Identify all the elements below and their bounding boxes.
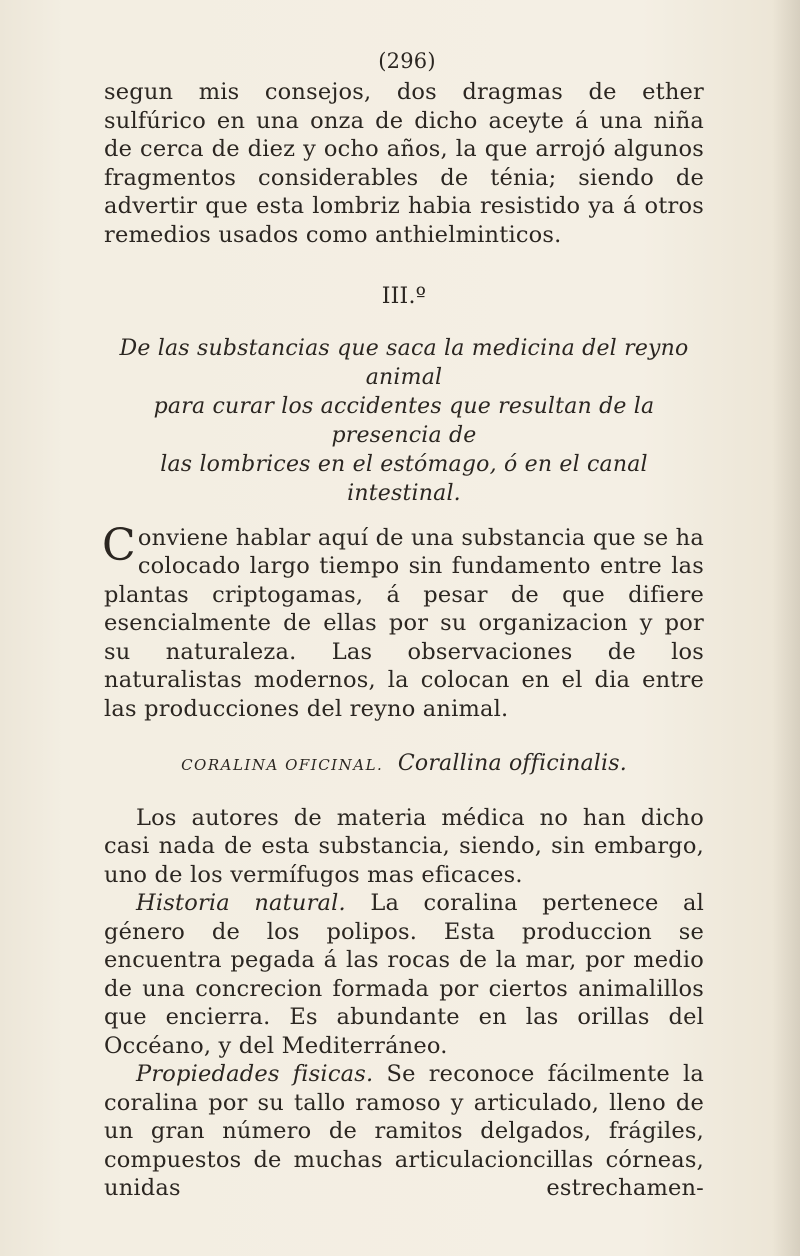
text-column [104, 44, 704, 1203]
natural-history-label: Historia natural. [136, 890, 346, 916]
paragraph-authors: Los autores de materia médica no han dicho casi nada de esta substancia, siendo, sin embargo, uno de los vermífugos mas eficaces. [104, 804, 704, 888]
drop-cap: C [102, 519, 136, 571]
section-number: III.º [381, 284, 427, 309]
entry-heading-latin: Corallina officinalis. [397, 751, 627, 776]
heading-line: las lombrices en el estómago, ó en el canal intestinal. [160, 451, 648, 506]
heading-line: De las substancias que saca la medicina del reyno animal [119, 335, 689, 390]
page-number: (296) [378, 49, 436, 73]
heading-line: para curar los accidentes que resultan de la presencia de [153, 393, 655, 448]
paragraph-physical-properties [104, 1060, 704, 1203]
paragraph-intro-text: onviene hablar aquí de una substancia que se ha colocado largo tiempo sin fundamento entre las plantas criptogamas, á pesar de que difiere esencialmente de ellas por su organizacion y por su naturaleza. Las observaciones de los naturalistas modernos, la colocan en el dia entre las producciones del reyno animal. [104, 524, 704, 722]
paragraph-continuation: segun mis consejos, dos dragmas de ether sulfúrico en una onza de dicho aceyte á una niña de cerca de diez y ocho años, la que arrojó algunos fragmentos considerables de ténia; siendo de advertir que esta lombriz habia resistido ya á otros remedios usados como anthielminticos. [104, 79, 704, 248]
entry-heading-spanish: CORALINA OFICINAL. [181, 756, 384, 774]
physical-properties-text: Se reconoce fácilmente la coralina por su tallo ramoso y articulado, lleno de un gran número de ramitos delgados, frágiles, compuestos de muchas articulacioncillas córneas, unidas estrechamen- [104, 1061, 704, 1201]
physical-properties-label: Propiedades fisicas. [136, 1061, 374, 1087]
page-edge-shadow [772, 0, 800, 1256]
section-heading [104, 334, 704, 508]
natural-history-text: La coralina pertenece al género de los polipos. Esta produccion se encuentra pegada á las rocas de la mar, por medio de una concrecion formada por ciertos animalillos que encierra. Es abundante en las orillas del Occéano, y del Mediterráneo. [104, 890, 705, 1059]
paragraph-intro [102, 519, 704, 724]
paragraph-natural-history [104, 889, 704, 1060]
entry-heading [104, 749, 704, 780]
